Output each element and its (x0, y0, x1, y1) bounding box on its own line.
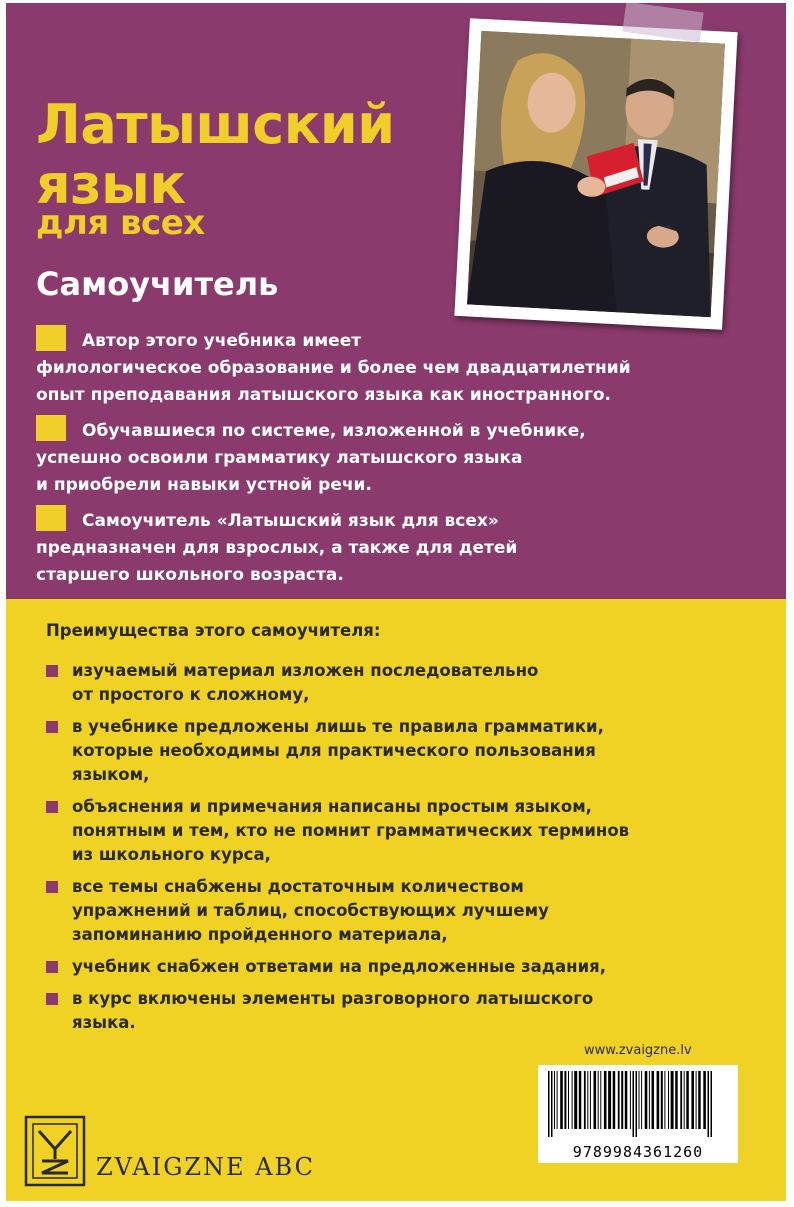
yellow-square-icon (36, 505, 66, 531)
barcode-bar (636, 1071, 638, 1137)
intro-text: Автор этого учебника имеет (82, 331, 362, 351)
barcode-bar (574, 1071, 577, 1129)
barcode-bar (568, 1071, 569, 1129)
barcode-bar (548, 1071, 550, 1137)
photo-frame (454, 18, 737, 330)
yellow-square-icon (36, 325, 66, 351)
advantage-line: объяснения и примечания написаны простым языком, (72, 797, 592, 816)
square-bullet-icon (46, 961, 58, 973)
book-back-cover (6, 3, 786, 1201)
intro-line: опыт преподавания латышского языка как иностранного. (36, 385, 611, 405)
barcode-bar (639, 1071, 640, 1129)
intro-item (36, 325, 776, 409)
advantage-item (46, 659, 766, 707)
square-bullet-icon (46, 665, 58, 677)
square-bullet-icon (46, 881, 58, 893)
barcode-bar (641, 1071, 642, 1129)
barcode-bar (572, 1071, 573, 1129)
intro-text: Самоучитель «Латышский язык для всех» (82, 511, 499, 531)
isbn-barcode (538, 1065, 738, 1163)
barcode-bar (625, 1071, 628, 1129)
barcode-bar (579, 1071, 582, 1129)
intro-line: успешно освоили грамматику латышского языка (36, 448, 523, 468)
barcode-bar (661, 1071, 663, 1129)
barcode-bar (691, 1071, 694, 1129)
advantage-item (46, 875, 766, 947)
intro-line: филологическое образование и более чем двадцатилетний (36, 358, 631, 378)
barcode-bar (649, 1071, 650, 1129)
advantage-line: учебник снабжен ответами на предложенные задания, (72, 957, 607, 976)
square-bullet-icon (46, 801, 58, 813)
barcode-bar (657, 1071, 660, 1129)
barcode-bar (598, 1071, 599, 1129)
barcode-bar (680, 1071, 682, 1129)
advantage-item (46, 955, 766, 979)
barcode-bar (564, 1071, 566, 1129)
barcode-bar (652, 1071, 655, 1129)
advantages-list (46, 659, 766, 1043)
zvaigzne-logo-icon (24, 1115, 86, 1187)
intro-line (36, 415, 776, 445)
barcode-bar (618, 1071, 620, 1129)
barcode-bar (684, 1071, 685, 1129)
advantage-line: в курс включены элементы разговорного латышского (72, 989, 594, 1008)
barcode-bar (621, 1071, 623, 1129)
barcode-bar (587, 1071, 588, 1129)
advantage-line: которые необходимы для практического пользования (72, 741, 596, 760)
intro-line: предназначен для взрослых, а также для детей (36, 538, 518, 558)
barcode-bar (557, 1071, 558, 1129)
publisher-name: ZVAIGZNE ABC (96, 1153, 315, 1181)
barcode-bar (711, 1071, 713, 1137)
intro-block (36, 325, 776, 595)
barcode-bar (630, 1071, 631, 1129)
title-line-1: Латышский (36, 93, 395, 156)
square-bullet-icon (46, 721, 58, 733)
barcode-bar (604, 1071, 607, 1129)
intro-text: Обучавшиеся по системе, изложенной в учебнике, (82, 421, 586, 441)
yellow-square-icon (36, 415, 66, 441)
barcode-bar (600, 1071, 601, 1129)
intro-line (36, 325, 776, 355)
barcode-bar (698, 1071, 701, 1129)
intro-line: и приобрели навыки устной речи. (36, 475, 372, 495)
advantage-item (46, 987, 766, 1035)
advantage-line: из школьного курса, (72, 845, 271, 864)
subtitle: Самоучитель (36, 265, 279, 303)
barcode-bars (546, 1071, 730, 1137)
title-line-2: язык (36, 153, 186, 216)
barcode-bar (675, 1071, 678, 1129)
intro-item (36, 415, 776, 499)
advantage-line: понятным и тем, кто не помнит грамматических терминов (72, 821, 630, 840)
advantage-line: от простого к сложному, (72, 685, 310, 704)
barcode-bar (554, 1071, 555, 1129)
advantage-item (46, 795, 766, 867)
website-link[interactable]: www.zvaigzne.lv (584, 1043, 692, 1058)
intro-line: старшего школьного возраста. (36, 565, 344, 585)
advantage-line: в учебнике предложены лишь те правила грамматики, (72, 717, 604, 736)
barcode-bar (551, 1071, 553, 1137)
barcode-bar (668, 1071, 669, 1129)
advantage-item (46, 715, 766, 787)
advantages-heading: Преимущества этого самоучителя: (46, 621, 381, 640)
advantage-line: упражнений и таблиц, способствующих лучшему (72, 901, 549, 920)
advantage-line: языка. (72, 1013, 136, 1032)
barcode-bar (664, 1071, 665, 1129)
barcode-bar (686, 1071, 689, 1129)
isbn-digits: 9789984361260 (572, 1143, 704, 1161)
barcode-bar (560, 1071, 563, 1129)
cover-photo (467, 31, 725, 317)
advantage-line: все темы снабжены достаточным количеством (72, 877, 524, 896)
barcode-bar (696, 1071, 697, 1129)
square-bullet-icon (46, 993, 58, 1005)
barcode-bar (645, 1071, 648, 1129)
title-line-3: для всех (36, 203, 205, 243)
barcode-bar (613, 1071, 616, 1129)
intro-item (36, 505, 776, 589)
intro-line (36, 505, 776, 535)
barcode-bar (633, 1071, 635, 1137)
barcode-bar (584, 1071, 586, 1129)
barcode-bar (671, 1071, 674, 1129)
barcode-bar (703, 1071, 706, 1129)
barcode-bar (590, 1071, 591, 1129)
top-section (6, 3, 786, 599)
barcode-bar (708, 1071, 710, 1137)
barcode-bar (608, 1071, 611, 1129)
barcode-bar (594, 1071, 597, 1129)
advantage-line: запоминанию пройденного материала, (72, 925, 448, 944)
advantage-line: языком, (72, 765, 150, 784)
advantage-line: изучаемый материал изложен последовательно (72, 661, 539, 680)
